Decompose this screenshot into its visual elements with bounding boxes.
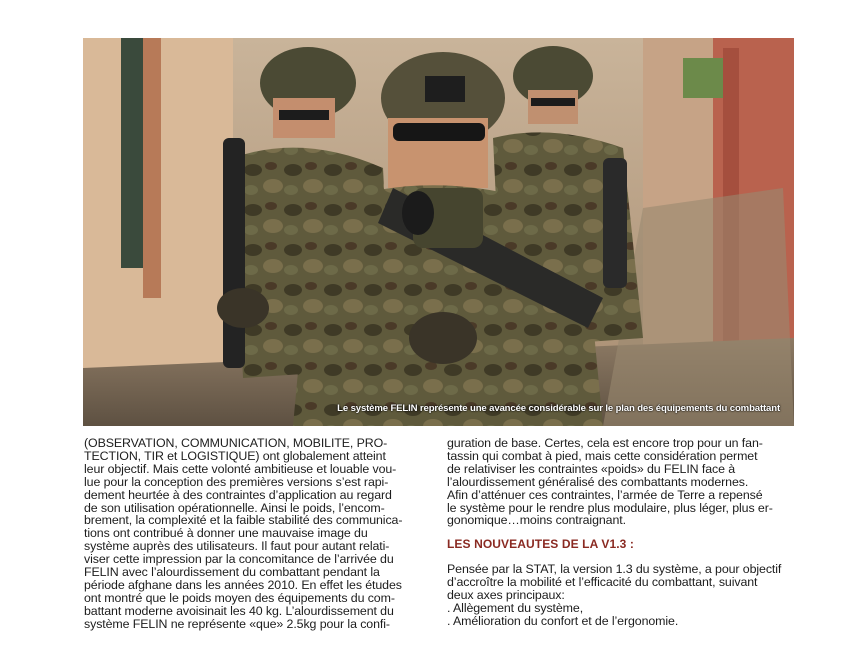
text-line: le système pour le rendre plus modulaire, plus léger, plus er- (447, 500, 773, 515)
text-line: système auprès des utilisateurs. Il faut pour autant relati- (84, 539, 390, 554)
text-line: lue pour la conception des premières versions s’est rapi- (84, 474, 389, 489)
text-line: l’alourdissement généralisé des combattants modernes. (447, 474, 749, 489)
text-line: d’accroître la mobilité et l’efficacité du combattant, suivant (447, 575, 758, 590)
text-line: TECTION, TIR et LOGISTIQUE) ont globalement atteint (84, 448, 386, 463)
text-line: FELIN avec l’alourdissement du combattant pendant la (84, 565, 380, 580)
text-line: brement, la complexité et la faible stabilité des communica- (84, 513, 403, 528)
text-line: deux axes principaux: (447, 588, 565, 603)
text-line: dement heurtée à des contraintes d’application au regard (84, 487, 392, 502)
text-line: tions ont contribué à donner une mauvaise image du (84, 526, 368, 541)
text-line: Afin d’atténuer ces contraintes, l’armée de Terre a repensé (447, 487, 763, 502)
text-line: Pensée par la STAT, la version 1.3 du système, a pour objectif (447, 562, 782, 577)
article-photo (83, 38, 794, 426)
soldiers-photo-illustration (83, 38, 794, 426)
text-line: de relativiser les contraintes «poids» du FELIN face à (447, 461, 736, 476)
text-line: viser cette impression par la concomitance de l’arrivée du (84, 552, 394, 567)
article-column-left (84, 437, 431, 631)
section-heading: LES NOUVEAUTES DE LA V1.3 : (447, 537, 634, 552)
text-line: période afghane dans les années 2010. En effet les études (84, 577, 402, 592)
text-line: battant moderne avoisinait les 40 kg. L’alourdissement du (84, 603, 394, 618)
text-line: leur objectif. Mais cette volonté ambitieuse et louable vou- (84, 461, 397, 476)
photo-caption: Le système FELIN représente une avancée considérable sur le plan des équipements du combattant (337, 403, 780, 414)
list-item: . Amélioration du confort et de l’ergonomie. (447, 613, 679, 628)
text-line: guration de base. Certes, cela est encore trop pour un fan- (447, 436, 763, 450)
text-line: gonomique…moins contraignant. (447, 513, 626, 528)
text-line: tassin qui combat à pied, mais cette considération permet (447, 448, 758, 463)
text-line: (OBSERVATION, COMMUNICATION, MOBILITE, PRO- (84, 436, 388, 450)
list-item: . Allègement du système, (447, 600, 584, 615)
text-line: de son utilisation opérationnelle. Ainsi le poids, l’encom- (84, 500, 385, 515)
article-column-right (447, 437, 794, 628)
text-line: ont montré que le poids moyen des équipements du com- (84, 590, 395, 605)
text-line: système FELIN ne représente «que» 2.5kg pour la confi- (84, 616, 390, 631)
